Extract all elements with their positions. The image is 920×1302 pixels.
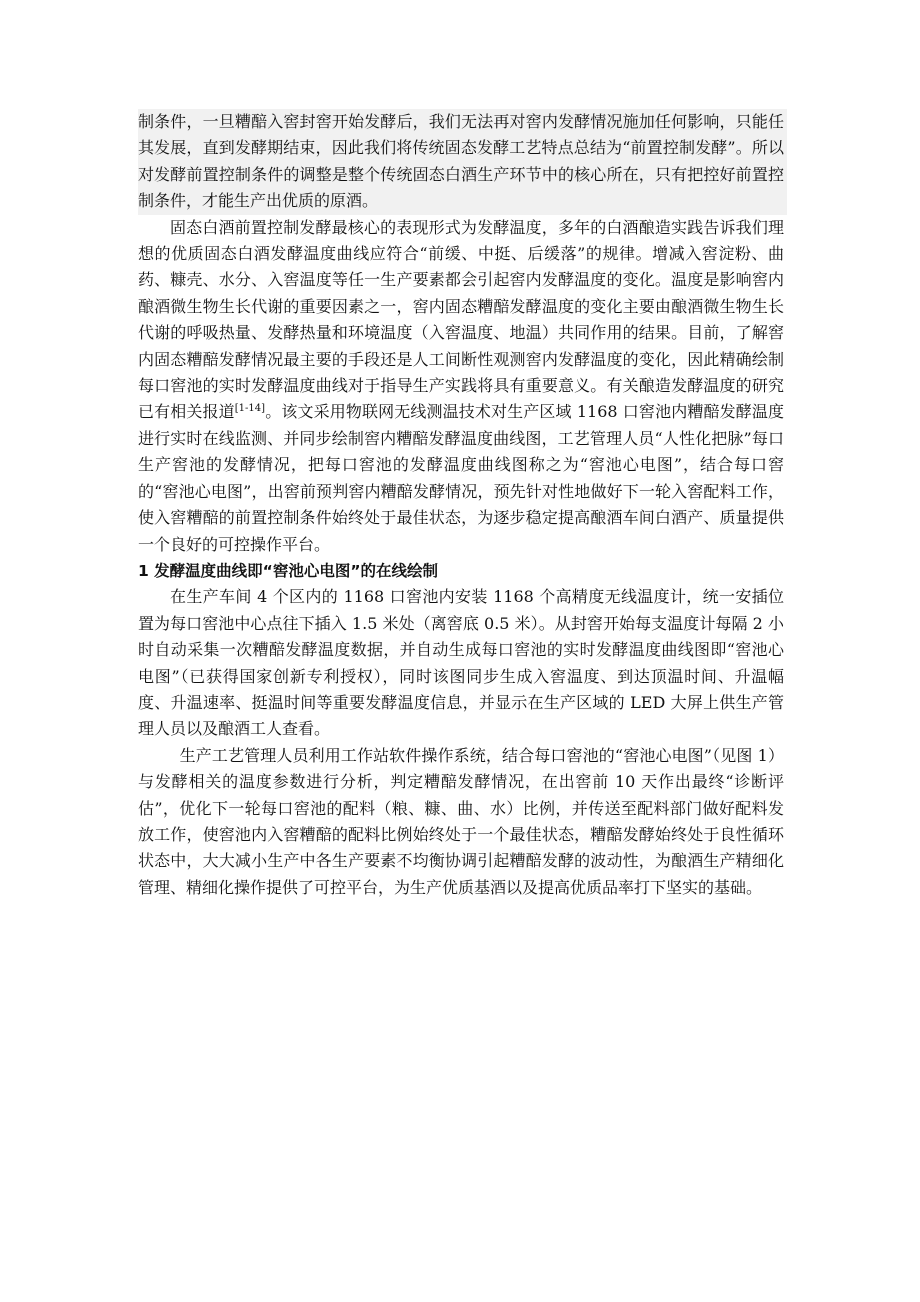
citation-reference: [1-14] <box>234 403 266 415</box>
paragraph-text: 固态白酒前置控制发酵最核心的表现形式为发酵温度，多年的白酒酿造实践告诉我们理想的优质固态白酒发酵温度曲线应符合“前缓、中挺、后缓落”的规律。增减入窖淀粉、曲药、糠壳、水分、入窖温度等任一生产要素都会引起窖内发酵温度的变化。温度是影响窖内酿酒微生物生长代谢的重要因素之一，窖内固态糟醅发酵温度的变化主要由酿酒微生物生长代谢的呼吸热量、发酵热量和环境温度（入窖温度、地温）共同作用的结果。目前，了解窖内固态糟醅发酵情况最主要的手段还是人工间断性观测窖内发酵温度的变化，因此精确绘制每口窖池的实时发酵温度曲线对于指导生产实践将具有重要意义。有关酿造发酵温度的研究已有相关报道 <box>138 217 784 422</box>
paragraph-fermentation-temperature <box>138 215 784 558</box>
paragraph-installation: 在生产车间 4 个区内的 1168 口窖池内安装 1168 个高精度无线温度计，统一安插位置为每口窖池中心点往下插入 1.5 米处（离窖底 0.5 米）。从封窖开始每支温度计每隔 2 小时自动采集一次糟醅发酵温度数据，并自动生成每口窖池的实时发酵温度曲线图即“窖池心电图”（已获得国家创新专利授权），同时该图同步生成入窖温度、到达顶温时间、升温幅度、升温速率、挺温时间等重要发酵温度信息，并显示在生产区域的 LED 大屏上供生产管理人员以及酿酒工人查看。 <box>138 587 784 739</box>
paragraph-text: 。该文采用物联网无线测温技术对生产区域 1168 口窖池内糟醅发酵温度进行实时在线监测、并同步绘制窖内糟醅发酵温度曲线图，工艺管理人员“人性化把脉”每口生产窖池的发酵情况，把每口窖池的发酵温度曲线图称之为“窖池心电图”，结合每口窖的“窖池心电图”，出窖前预判窖内糟醅发酵情况，预先针对性地做好下一轮入窖配料工作，使入窖糟醅的前置控制条件始终处于最佳状态，为逐步稳定提高酿酒车间白酒产、质量提供一个良好的可控操作平台。 <box>138 402 784 554</box>
paragraph-intro-continuation: 制条件，一旦糟醅入窖封窖开始发酵后，我们无法再对窖内发酵情况施加任何影响，只能任其发展，直到发酵期结束，因此我们将传统固态发酵工艺特点总结为“前置控制发酵”。所以对发酵前置控制条件的调整是整个传统固态白酒生产环节中的核心所在，只有把控好前置控制条件，才能生产出优质的原酒。 <box>138 109 787 215</box>
document-body <box>138 109 784 901</box>
paragraph-management: 生产工艺管理人员利用工作站软件操作系统，结合每口窖池的“窖池心电图”（见图 1）与发酵相关的温度参数进行分析，判定糟醅发酵情况，在出窖前 10 天作出最终“诊断评估”，优化下一轮每口窖池的配料（粮、糠、曲、水）比例，并传送至配料部门做好配料发放工作，使窖池内入窖糟醅的配料比例始终处于一个最佳状态，糟醅发酵始终处于良性循环状态中，大大减小生产中各生产要素不均衡协调引起糟醅发酵的波动性，为酿酒生产精细化管理、精细化操作提供了可控平台，为生产优质基酒以及提高优质品率打下坚实的基础。 <box>138 745 784 897</box>
section-heading: 1 发酵温度曲线即“窖池心电图”的在线绘制 <box>138 561 439 580</box>
